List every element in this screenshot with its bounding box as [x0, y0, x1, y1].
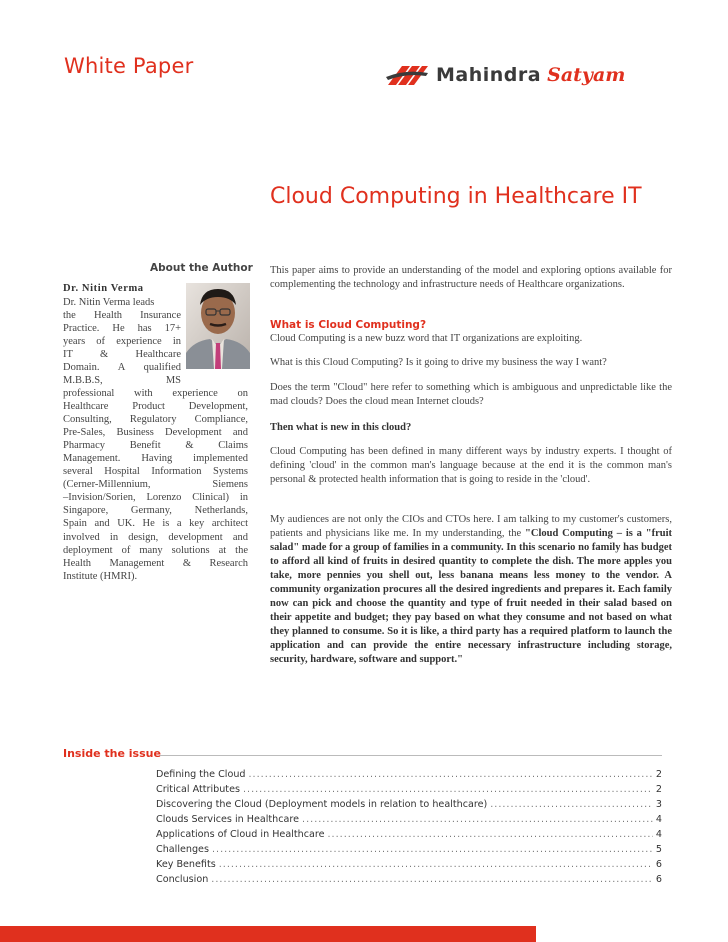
- toc-title: Key Benefits: [156, 859, 216, 870]
- toc-item[interactable]: [156, 829, 662, 844]
- bio-line: several Hospital Information Systems: [63, 466, 248, 478]
- section1-paragraph-2: What is this Cloud Computing? Is it going to drive my business the way I want?: [270, 357, 607, 368]
- fruit-salad-quote: "Cloud Computing – is a "fruit salad" made for a group of families in a community. In this scenario no family has budget to afford all kind of fruits in desired quantity to complete the dish. The more apples you take, more pennies you shell out, less banana means less money to the vendor. A community organization procures all the desired ingredients and prepares it. Each family now can pick and choose the quantity and type of fruit needed in their salad based on their appetite and budget; they pay based on what they consume and not based on what they planned to consume. So it is like, a third party has a required platform to launch the application and can provide the entire necessary infrastructure including storage, security, hardware, software and support.": [270, 528, 673, 665]
- toc-item[interactable]: [156, 784, 662, 799]
- toc-title: Challenges: [156, 844, 209, 855]
- mahindra-wing-icon: [384, 63, 430, 87]
- bio-line: Dr. Nitin Verma leads: [63, 297, 155, 308]
- toc-leader: [328, 829, 653, 840]
- toc-title: Applications of Cloud in Healthcare: [156, 829, 325, 840]
- author-bio-narrow: [63, 296, 181, 387]
- author-photo: [186, 283, 250, 369]
- paragraph-text: My audiences are not only the CIOs and CTOs here. I am talking to my customer's customers, patients and physicians like me. In my understanding, the: [270, 514, 672, 539]
- bio-line: Pre-Sales, Business Development and: [63, 427, 248, 439]
- toc-leader: [249, 769, 653, 780]
- bio-line: IT & Healthcare: [63, 349, 181, 361]
- section-divider: [160, 755, 662, 756]
- bio-line: the Health Insurance: [63, 310, 181, 322]
- toc-page: 2: [655, 784, 662, 795]
- section-heading-what-is-cloud: What is Cloud Computing?: [270, 319, 427, 331]
- toc-item[interactable]: [156, 814, 662, 829]
- author-bio-wide: [63, 387, 248, 583]
- document-type-label: White Paper: [64, 54, 194, 78]
- section2-paragraph-2: [270, 513, 672, 667]
- bio-line: involved in design, development and: [63, 531, 248, 543]
- toc-title: Discovering the Cloud (Deployment models in relation to healthcare): [156, 799, 488, 810]
- bio-line: M.B.B.S, MS: [63, 375, 181, 387]
- toc-title: Critical Attributes: [156, 784, 240, 795]
- author-portrait-image: [186, 283, 250, 369]
- bio-line: –Invision/Sorien, Lorenzo Clinical) in: [63, 492, 248, 504]
- toc-page: 4: [655, 814, 662, 825]
- toc-leader: [212, 844, 653, 855]
- toc-item[interactable]: [156, 859, 662, 874]
- bio-line: professional with experience on: [63, 388, 248, 399]
- document-title: Cloud Computing in Healthcare IT: [270, 184, 642, 209]
- bio-line: Institute (HMRI).: [63, 570, 138, 582]
- intro-paragraph: This paper aims to provide an understanding of the model and exploring options available for complementing the technology and infrastructure needs of Healthcare organizations.: [270, 265, 672, 290]
- toc-leader: [243, 784, 653, 795]
- bio-line: Pharmacy Benefit & Claims: [63, 440, 248, 452]
- bio-line: Healthcare Product Development,: [63, 401, 248, 413]
- toc-page: 3: [655, 799, 662, 810]
- toc-title: Clouds Services in Healthcare: [156, 814, 300, 825]
- bio-line: Domain. A qualified: [63, 362, 181, 374]
- logo-text-accent: Satyam: [547, 64, 626, 86]
- toc-page: 2: [655, 769, 662, 780]
- section1-paragraph-1: Cloud Computing is a new buzz word that IT organizations are exploiting.: [270, 333, 583, 344]
- bio-line: Management. Having implemented: [63, 453, 248, 465]
- toc-page: 6: [655, 859, 662, 870]
- bio-line: Spain and UK. He is a key architect: [63, 518, 248, 530]
- bio-line: Singapore, Germany, Netherlands,: [63, 505, 248, 517]
- toc-page: 5: [655, 844, 662, 855]
- bio-line: Consulting, Regulatory Compliance,: [63, 414, 248, 426]
- logo-text-primary: Mahindra: [436, 64, 542, 86]
- company-logo: [384, 60, 674, 90]
- toc-item[interactable]: [156, 769, 662, 784]
- section1-paragraph-3: Does the term "Cloud" here refer to something which is ambiguous and unpredictable like the mad clouds? Does the cloud mean Internet clouds?: [270, 382, 672, 407]
- footer-accent-bar: [0, 926, 536, 942]
- toc-leader: [490, 799, 653, 810]
- bio-line: Health Management & Research: [63, 557, 248, 569]
- toc-leader: [302, 814, 653, 825]
- section-heading-whats-new: Then what is new in this cloud?: [270, 422, 412, 433]
- toc-leader: [211, 874, 653, 885]
- toc-page: 6: [655, 874, 662, 885]
- bio-line: Practice. He has 17+: [63, 323, 181, 335]
- toc-title: Defining the Cloud: [156, 769, 246, 780]
- toc-title: Conclusion: [156, 874, 209, 885]
- inside-the-issue-label: Inside the issue: [63, 747, 161, 760]
- toc-item[interactable]: [156, 799, 662, 814]
- bio-line: deployment of many solutions at the: [63, 544, 248, 556]
- bio-line: years of experience in: [63, 336, 181, 348]
- toc-leader: [219, 859, 653, 870]
- author-name: Dr. Nitin Verma: [63, 283, 144, 294]
- author-heading: About the Author: [150, 262, 253, 274]
- toc-page: 4: [655, 829, 662, 840]
- bio-line: (Cerner-Millennium, Siemens: [63, 479, 248, 491]
- toc-item[interactable]: [156, 874, 662, 889]
- toc-item[interactable]: [156, 844, 662, 859]
- section2-paragraph-1: Cloud Computing has been defined in many different ways by industry experts. I thought of defining 'cloud' in the common man's language because at the end it is the common man's personal & protected health information that is going to reside in the 'cloud'.: [270, 446, 672, 485]
